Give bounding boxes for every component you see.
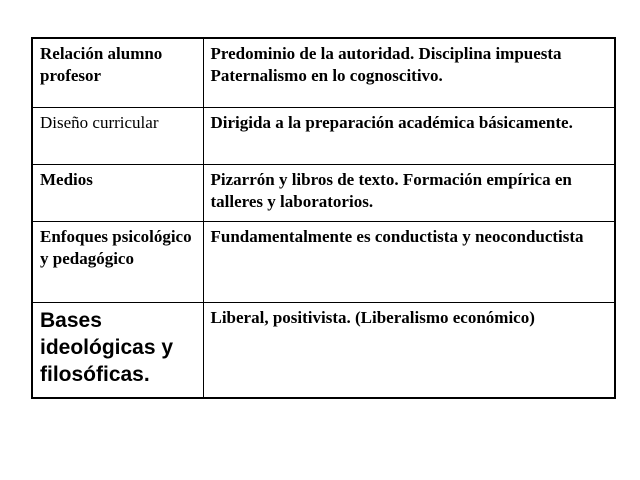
row-value: Predominio de la autoridad. Disciplina impuesta Paternalismo en lo cognoscitivo. (203, 38, 615, 108)
row-value: Liberal, positivista. (Liberalismo económico) (203, 303, 615, 399)
table-row (32, 165, 615, 222)
table-row (32, 38, 615, 108)
row-label: Bases ideológicas y filosóficas. (32, 303, 203, 399)
comparison-table (31, 37, 616, 399)
table-row (32, 108, 615, 165)
table-row (32, 222, 615, 303)
row-label: Enfoques psicológico y pedagógico (32, 222, 203, 303)
row-value: Pizarrón y libros de texto. Formación empírica en talleres y laboratorios. (203, 165, 615, 222)
row-label: Diseño curricular (32, 108, 203, 165)
row-value: Dirigida a la preparación académica básicamente. (203, 108, 615, 165)
row-label: Relación alumno profesor (32, 38, 203, 108)
row-value: Fundamentalmente es conductista y neoconductista (203, 222, 615, 303)
row-label: Medios (32, 165, 203, 222)
table-row (32, 303, 615, 399)
